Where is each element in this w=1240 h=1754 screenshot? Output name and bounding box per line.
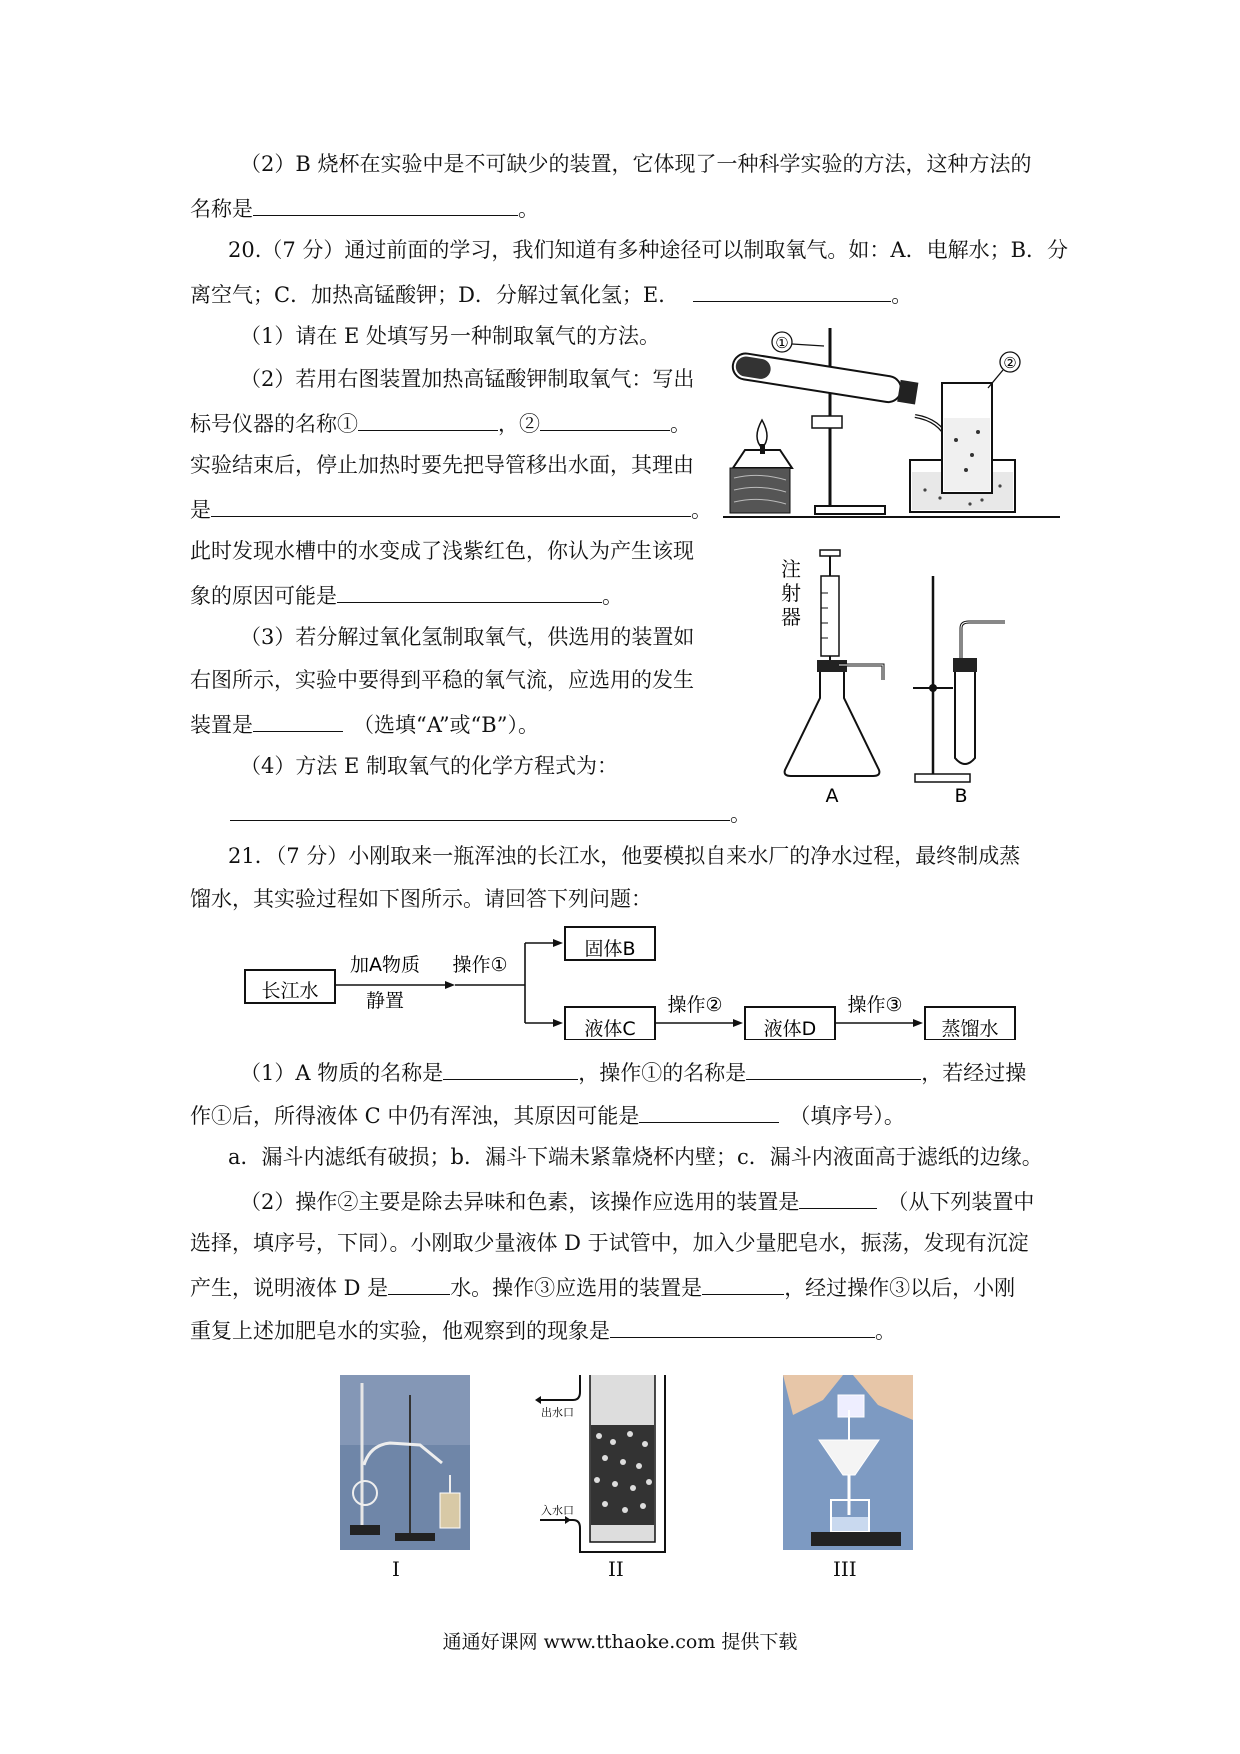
q21-phenomenon-blank[interactable] <box>610 1315 875 1338</box>
flow-start: 长江水 <box>261 980 319 1002</box>
filtration-photo <box>783 1375 913 1550</box>
q21-phenomenon-label: 重复上述加肥皂水的实验，他观察到的现象是 <box>190 1319 610 1343</box>
period: 。 <box>691 498 712 522</box>
image-label-2: II <box>608 1557 624 1581</box>
q21-op1-label: ，操作①的名称是 <box>578 1061 747 1085</box>
q20-reason-blank[interactable] <box>211 494 691 517</box>
q21-part2-line3 <box>190 1272 1015 1302</box>
q21-part2-line2: 选择，填序号，下同）。小刚取少量液体 D 于试管中，加入少量肥皂水，振荡，发现有沉淀 <box>190 1231 1029 1255</box>
q21-op1-blank[interactable] <box>746 1057 921 1080</box>
q20-part2-line1: （2）若用右图装置加热高锰酸钾制取氧气：写出 <box>240 367 695 391</box>
period: 。 <box>602 584 623 608</box>
syringe-label-2: 射 <box>781 581 801 605</box>
syringe-label-1: 注 <box>781 557 801 581</box>
q21-water-blank[interactable] <box>388 1272 450 1295</box>
q20-part2-line2 <box>190 408 691 438</box>
label-B: B <box>954 785 968 807</box>
hydrogen-peroxide-devices <box>765 548 1025 808</box>
q20-method-e-blank[interactable] <box>693 279 891 302</box>
q21-part1-tail: ，若经过操 <box>921 1061 1027 1085</box>
flow-step1-top: 加A物质 <box>350 954 420 976</box>
flow-liquid-d: 液体D <box>763 1018 817 1040</box>
q19-answer-label: 名称是 <box>190 197 253 221</box>
inlet-label: 入水口 <box>541 1504 574 1517</box>
page-footer: 通通好课网 www.tthaoke.com 提供下载 <box>442 1631 798 1653</box>
q21-reason-hint: （填序号）。 <box>789 1104 905 1128</box>
q20-part2-line6 <box>190 580 623 610</box>
flow-liquid-c: 液体C <box>584 1018 636 1040</box>
distillation-apparatus-photo <box>340 1375 470 1550</box>
q20-device-label: 装置是 <box>190 713 253 737</box>
flow-op1: 操作① <box>452 954 508 976</box>
q21-intro-line2: 馏水，其实验过程如下图所示。请回答下列问题： <box>190 887 652 911</box>
q19-answer-blank[interactable] <box>253 193 518 216</box>
q20-instrument-label: 标号仪器的名称① <box>190 412 358 436</box>
flow-op3: 操作③ <box>847 994 903 1016</box>
q21-op2-device-label: （2）操作②主要是除去异味和色素，该操作应选用的装置是 <box>240 1190 800 1214</box>
q20-part3-line3 <box>190 709 539 739</box>
period: 。 <box>875 1319 896 1343</box>
q20-part3-line1: （3）若分解过氧化氢制取氧气，供选用的装置如 <box>240 625 695 649</box>
q21-part1-options: a．漏斗内滤纸有破损；b．漏斗下端未紧靠烧杯内壁；c．漏斗内液面高于滤纸的边缘。 <box>228 1145 1043 1169</box>
flow-op2: 操作② <box>667 994 723 1016</box>
period: 。 <box>670 412 691 436</box>
flow-solid: 固体B <box>584 938 636 960</box>
q21-part2-line1 <box>240 1186 1034 1216</box>
q21-substance-blank[interactable] <box>443 1057 578 1080</box>
q19-part2-line1: （2）B 烧杯在实验中是不可缺少的装置，它体现了一种科学实验的方法，这种方法的 <box>240 152 1032 176</box>
q21-part2-line4 <box>190 1315 896 1345</box>
outlet-label: 出水口 <box>541 1406 574 1419</box>
q21-water-label: 产生，说明液体 D 是 <box>190 1276 389 1300</box>
q20-intro-line1: 20.（7 分）通过前面的学习，我们知道有多种途径可以制取氧气。如：A．电解水；B．分 <box>228 238 1069 262</box>
q20-intro-text: 离空气；C．加热高锰酸钾；D．分解过氧化氢；E． <box>190 283 680 307</box>
q20-part3-line2: 右图所示，实验中要得到平稳的氧气流，应选用的发生 <box>190 668 694 692</box>
q21-part2-tail: ，经过操作③以后，小刚 <box>784 1276 1016 1300</box>
q20-part2-line4 <box>190 494 712 524</box>
period: 。 <box>518 197 539 221</box>
q20-part1: （1）请在 E 处填写另一种制取氧气的方法。 <box>240 324 661 348</box>
q20-cause-blank[interactable] <box>337 580 602 603</box>
activated-carbon-column <box>535 1370 695 1555</box>
q21-substance-label: （1）A 物质的名称是 <box>240 1061 444 1085</box>
q20-equation-blank[interactable] <box>230 798 730 821</box>
q20-cause-label: 象的原因可能是 <box>190 584 337 608</box>
q20-device-hint: （选填“A”或“B”）。 <box>353 713 539 737</box>
q20-instrument1-blank[interactable] <box>358 408 498 431</box>
q20-intro-line2 <box>190 279 912 309</box>
image-label-1: I <box>392 1557 400 1581</box>
q21-op2-device-blank[interactable] <box>799 1186 877 1209</box>
flow-final: 蒸馏水 <box>941 1018 999 1040</box>
label-2: ② <box>1003 354 1017 372</box>
q20-instrument2-label: ，② <box>498 412 540 436</box>
image-label-3: III <box>833 1557 857 1581</box>
q21-reason-label: 作①后，所得液体 C 中仍有浑浊，其原因可能是 <box>190 1104 640 1128</box>
q20-part4: （4）方法 E 制取氧气的化学方程式为： <box>240 754 619 778</box>
q20-instrument2-blank[interactable] <box>540 408 670 431</box>
q21-part1-line1 <box>240 1057 1026 1087</box>
syringe-label-3: 器 <box>781 605 801 629</box>
period: 。 <box>891 283 913 307</box>
q20-part2-line3: 实验结束后，停止加热时要先把导管移出水面，其理由 <box>190 453 694 477</box>
q21-part1-line2 <box>190 1100 905 1130</box>
q21-op3-device-blank[interactable] <box>702 1272 784 1295</box>
q21-op3-device-label: 水。操作③应选用的装置是 <box>450 1276 703 1300</box>
potassium-permanganate-apparatus <box>720 320 1065 520</box>
label-A: A <box>825 785 839 807</box>
q20-part2-line5: 此时发现水槽中的水变成了浅紫红色，你认为产生该现 <box>190 539 694 563</box>
water-purification-flowchart <box>235 925 1035 1040</box>
q20-equation-line <box>230 798 751 828</box>
q21-intro-line1: 21．（7 分）小刚取来一瓶浑浊的长江水，他要模拟自来水厂的净水过程，最终制成蒸 <box>228 844 1021 868</box>
q20-reason-label: 是 <box>190 498 211 522</box>
flow-step1-bottom: 静置 <box>365 990 405 1012</box>
q20-device-blank[interactable] <box>253 709 343 732</box>
label-1: ① <box>775 334 789 352</box>
q21-op2-tail: （从下列装置中 <box>887 1190 1035 1214</box>
period: 。 <box>730 802 751 826</box>
q21-reason-blank[interactable] <box>639 1100 779 1123</box>
q19-part2-line2 <box>190 193 539 223</box>
